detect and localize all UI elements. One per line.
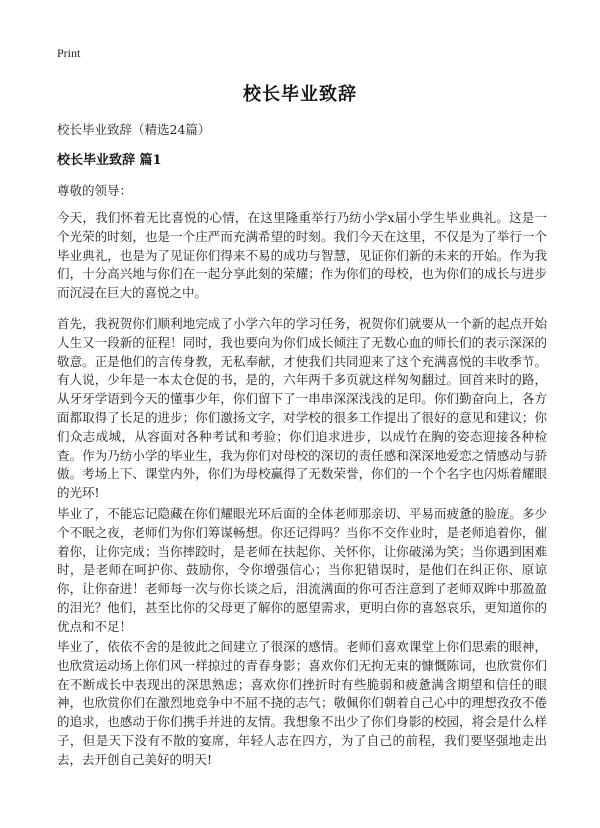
body-paragraph-4: 毕业了，依依不舍的是彼此之间建立了很深的感情。老师们喜欢课堂上你们思索的眼神，也欣赏运动场上你们风一样掠过的青春身影；喜欢你们无拘无束的慷慨陈词，也欣赏你们在不断成长中表现出的深思熟虑；喜欢你们挫折时有些脆弱和疲惫满含期望和信任的眼神，也欣赏你们在激烈地竞争中不屈不挠的志气；敬佩你们朝着自己心中的理想孜孜不倦的追求，也感动于你们携手并进的友情。我想象不出少了你们身影的校园，将会是什么样子，但是天下没有不散的宴席，年轻人志在四方，为了自己的前程，我们要坚强地走出去，去开创自己美好的明天! (57, 639, 547, 767)
greeting-line: 尊敬的领导： (57, 183, 133, 198)
print-link[interactable]: Print (57, 46, 81, 60)
section-heading: 校长毕业致辞 篇1 (57, 153, 162, 168)
body-paragraph-2: 首先，我祝贺你们顺利地完成了小学六年的学习任务，祝贺你们就要从一个新的起点开始人生又一段新的征程！同时，我也要向为你们成长倾注了无数心血的师长们的表示深深的敬意。正是他们的言传身教，无私奉献，才使我们共同迎来了这个充满喜悦的丰收季节。有人说，少年是一本太仓促的书，是的，六年两千多页就这样匆匆翻过。回首来时的路，从牙牙学语到今天的懂事少年，你们留下了一串串深深浅浅的足印。你们勤奋向上，各方面都取得了长足的进步；你们激扬文字，对学校的很多工作提出了很好的意见和建议；你们众志成城，从容面对各种考试和考验；你们追求进步，以成竹在胸的姿态迎接各种检查。作为乃纺小学的毕业生，我为你们对母校的深切的责任感和深深地爱恋之情感动与骄傲。考场上下、课堂内外，你们为母校赢得了无数荣誉，你们的一个个名字也闪烁着耀眼的光环! (57, 316, 547, 501)
body-paragraph-1: 今天，我们怀着无比喜悦的心情，在这里隆重举行乃纺小学x届小学生毕业典礼。这是一个光荣的时刻，也是一个庄严而充满希望的时刻。我们今天在这里，不仅是为了举行一个毕业典礼，也是为了见证你们得来不易的成功与智慧，见证你们新的未来的开始。作为我们，十分高兴地与你们在一起分享此刻的荣耀；作为你们的母校，也为你们的成长与进步而沉浸在巨大的喜悦之中。 (57, 210, 547, 301)
page-title: 校长毕业致辞 (243, 84, 357, 105)
body-paragraph-3: 毕业了，不能忘记隐藏在你们耀眼光环后面的全体老师那亲切、平易而疲惫的脸庞。多少个不眠之夜，老师们为你们筹谋畅想。你还记得吗？当你不交作业时，是老师追着你，催着你，让你完成；当你摔跤时，是老师在扶起你、关怀你，让你破涕为笑；当你遇到困难时，是老师在呵护你、鼓励你，令你增强信心；当你犯错误时，是他们在纠正你、原谅你，让你奋进！老师每一次与你长谈之后，泪流满面的你可否注意到了老师双眸中那盈盈的泪光？他们，甚至比你的父母更了解你的愿望需求，更明白你的喜怒哀乐，更知道你的优点和不足！ (57, 506, 547, 634)
document-subtitle: 校长毕业致辞（精选24篇） (57, 122, 211, 137)
